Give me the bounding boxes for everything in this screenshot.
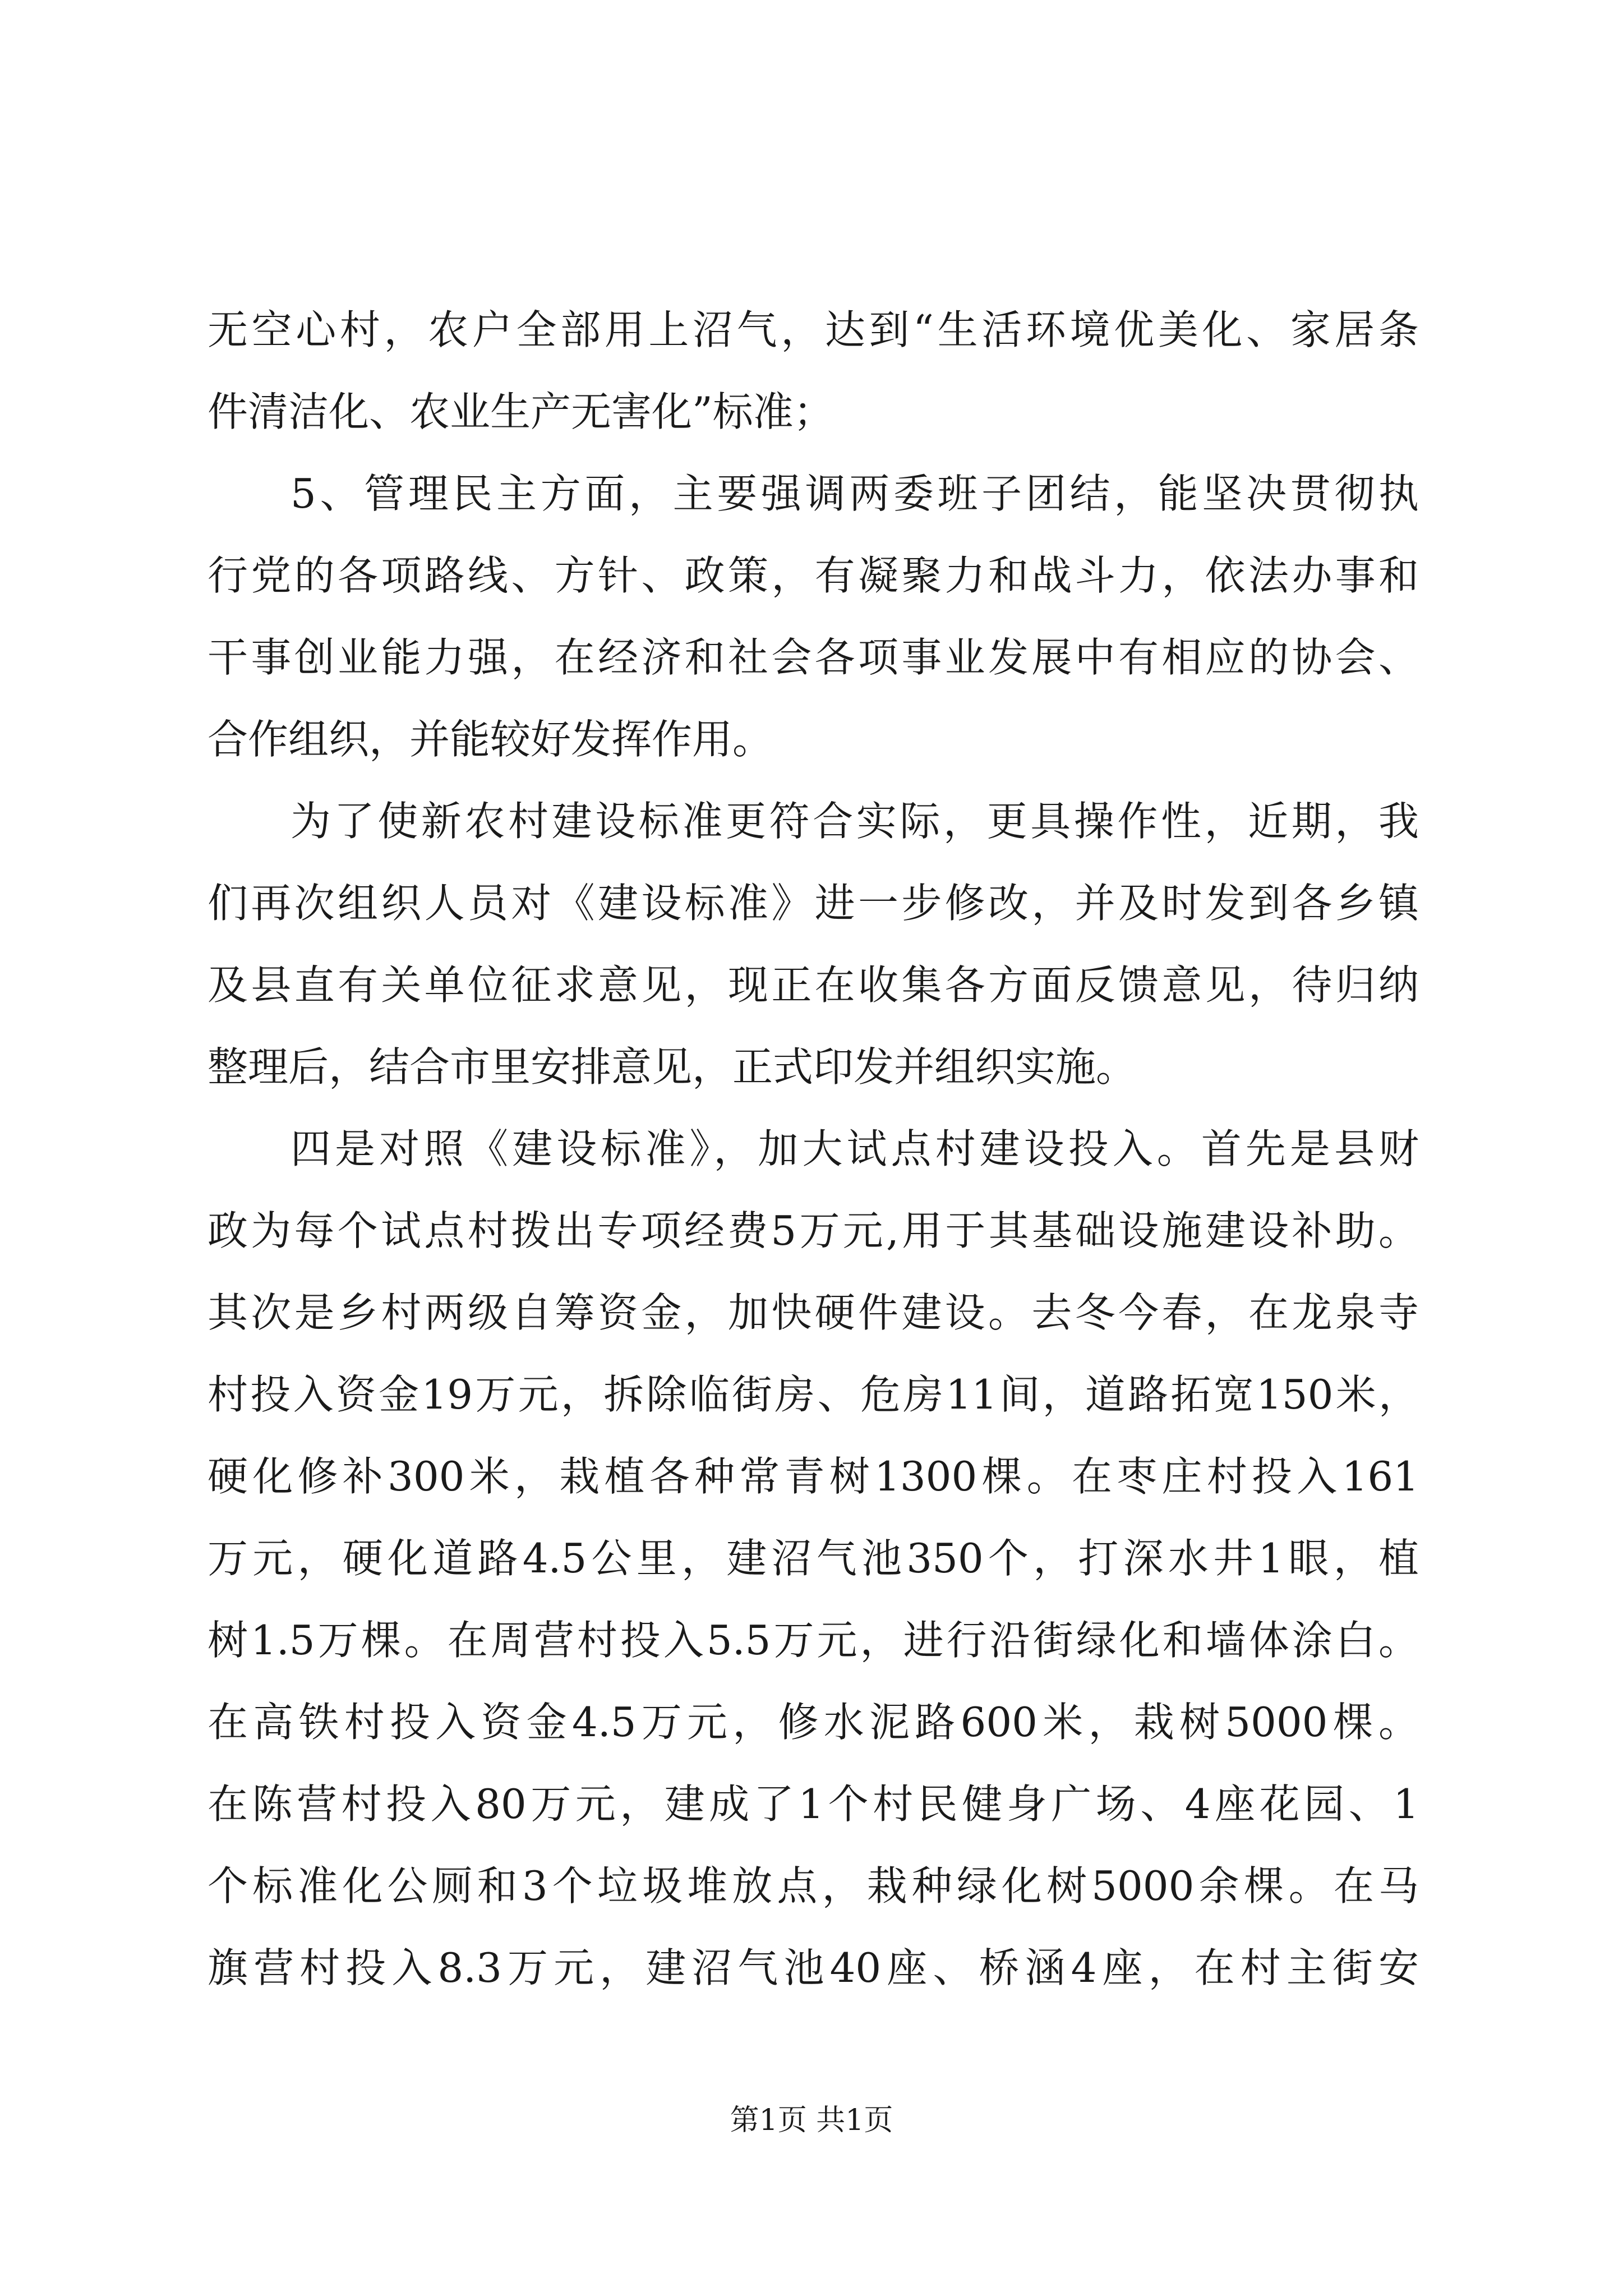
text-line: 在陈营村投入80万元，建成了1个村民健身广场、4座花园、1 <box>208 1780 1419 1828</box>
text-line: 村投入资金19万元，拆除临街房、危房11间，道路拓宽150米， <box>208 1371 1419 1418</box>
text-line: 四是对照《建设标准》，加大试点村建设投入。首先是县财 <box>291 1125 1419 1172</box>
text-line: 合作组织，并能较好发挥作用。 <box>208 716 773 763</box>
text-line: 干事创业能力强，在经济和社会各项事业发展中有相应的协会、 <box>208 634 1419 681</box>
document-body <box>208 289 1419 2009</box>
text-line: 旗营村投入8.3万元，建沼气池40座、桥涵4座，在村主街安 <box>208 1944 1419 1991</box>
text-line: 及县直有关单位征求意见，现正在收集各方面反馈意见，待归纳 <box>208 961 1419 1009</box>
text-line: 为了使新农村建设标准更符合实际，更具操作性，近期，我 <box>291 798 1419 845</box>
text-line: 个标准化公厕和3个垃圾堆放点，栽种绿化树5000余棵。在马 <box>208 1862 1419 1910</box>
text-line: 其次是乡村两级自筹资金，加快硬件建设。去冬今春，在龙泉寺 <box>208 1289 1419 1336</box>
text-line: 件清洁化、农业生产无害化”标准； <box>208 388 834 435</box>
text-line: 5、管理民主方面，主要强调两委班子团结，能坚决贯彻执 <box>291 470 1419 517</box>
page-number-label: 第1页 共1页 <box>730 2104 893 2137</box>
text-line: 整理后，结合市里安排意见，正式印发并组织实施。 <box>208 1043 1137 1091</box>
text-line: 行党的各项路线、方针、政策，有凝聚力和战斗力，依法办事和 <box>208 552 1419 599</box>
text-line: 硬化修补300米，栽植各种常青树1300棵。在枣庄村投入161 <box>208 1453 1419 1500</box>
text-line: 树1.5万棵。在周营村投入5.5万元，进行沿街绿化和墙体涂白。 <box>208 1617 1419 1664</box>
text-line: 们再次组织人员对《建设标准》进一步修改，并及时发到各乡镇 <box>208 880 1419 927</box>
page-footer <box>0 2101 1623 2140</box>
text-line: 无空心村，农户全部用上沼气，达到“生活环境优美化、家居条 <box>208 306 1419 353</box>
text-line: 万元，硬化道路4.5公里，建沼气池350个，打深水井1眼，植 <box>208 1535 1419 1582</box>
text-line: 政为每个试点村拨出专项经费5万元,用于其基础设施建设补助。 <box>208 1207 1419 1254</box>
text-line: 在高铁村投入资金4.5万元，修水泥路600米，栽树5000棵。 <box>208 1699 1419 1746</box>
